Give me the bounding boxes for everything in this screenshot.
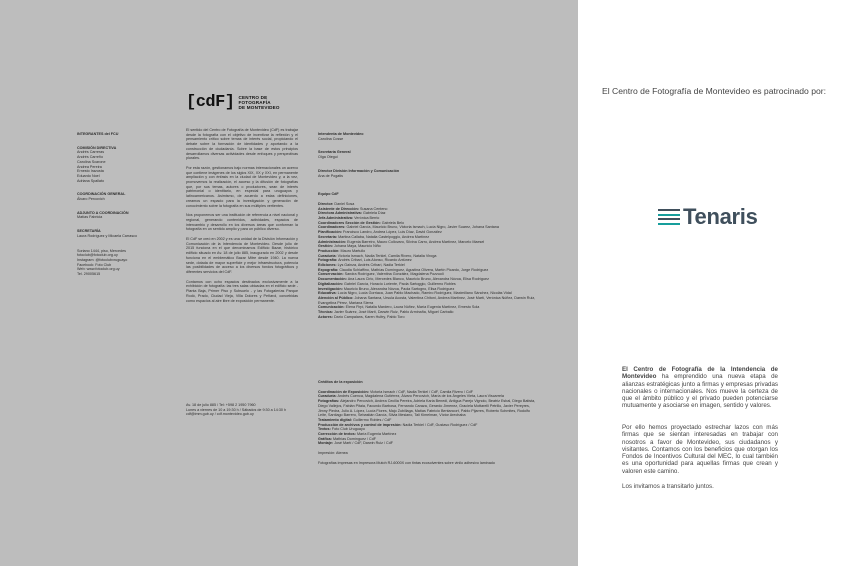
team-member: Fotografía: Andrés Cribari, Luis Alonso, Ricardo Antúnez [318, 258, 412, 263]
closing-line: Los invitamos a transitarlo juntos. [622, 483, 714, 490]
logo-line: DE MONTEVIDEO [238, 105, 280, 111]
team-member: Coordinadores: Gabriel García, Mauricio Bruno, Victoria Ismach, Lucía Nigro, Javier Suarez, Johana Santana [318, 225, 499, 230]
fcu-address [77, 249, 169, 277]
member: Andrea Pereira [77, 164, 102, 169]
partnership-lead: El Centro de Fotografía de la Intendencia de Montevideo [622, 366, 778, 381]
secretaria-heading: SECRETARÍA [77, 229, 101, 234]
team-member: Curaduría: Victoria Ismach, Nadia Terkiel, Camila Rivero, Natalia Viroga [318, 253, 437, 258]
team-member: Gestión: Johana Maya, Mauricio Niño [318, 244, 381, 249]
credits-list [318, 390, 538, 446]
team-member: Asistente de Dirección: Susana Centeno [318, 206, 388, 211]
team-member: Secretaría: Martina Callaba, Natalia Castelpoggio, Andrea Martínez [318, 234, 430, 239]
cdf-contact [186, 403, 298, 417]
member: Ernesto Irazusta [77, 169, 104, 174]
comision-heading: COMISIÓN DIRECTIVA [77, 145, 117, 150]
credit-line: Corrección de textos: María Eugenia Martínez [318, 432, 397, 437]
secretaria-name: Laura Rodríguez y Micaela Carrasco [77, 233, 138, 238]
team-member: Producción: Mauro Martullo [318, 248, 366, 253]
address-line: Tel. 29005615 [77, 272, 101, 277]
address-line: Facebook: Foto Club [77, 262, 112, 267]
credit-line: Gráfica: Mathías Domínguez / CdF [318, 436, 377, 441]
partnership-rest: ha emprendido una nueva etapa de alianzas estratégicas junto a firmas y empresas privadas nacionales o internacionales. Nos mueve la certeza de que el ámbito público y el privado pueden potenciarse mutuamente y asociarse en imagen, sentido y valores. [622, 373, 778, 410]
sponsor-title: El Centro de Fotografía de Montevideo es patrocinado por: [601, 86, 827, 96]
invitation-paragraph: Por ello hemos proyectado estrechar lazos con más firmas que se sientan interesadas en trabajar con nosotros a favor de Montevideo, sus ciudadanos y visitantes. Contamos con los beneficios que otorgan los Fondos de Incentivos Cultural del MEC, lo cual también es una oportunidad para aquellas firmas que crean y valoren este camino. [622, 424, 778, 475]
team-member: Investigación: Mauricio Bruno, Alexandra Nóvoa, Paola Sartogno, Elisa Rodríguez [318, 286, 455, 291]
paragraph: El CdF se creó en 2002 y es una unidad de la División Información y Comunicación de la Intendencia de Montevideo. Desde julio de 2015 funciona en el que denominamos Edificio Bazar, histórico edificio situado en Av. 18 de julio 885, inaugurado en 2002 y desde funciona en el emblemático Bazar Mitre desde 1940. La nueva sede, dotada de mayor superficie y mejor infraestructura, potencia las posibilidades de acceso a los diversos fondos fotográficos y diferentes servicios del CdF. [186, 237, 298, 274]
printing-note: Fotografías impresas en Impresora Mutoh RJ-6000X con tintas ecosolventes sobre vinilo adhesivo laminado [318, 460, 495, 465]
team-member: Planificación: Francisco Landro, Andrea López, Luis Díaz, David González [318, 230, 442, 235]
credit-line: Curaduría: Andrés Cuenca, Magdalena Gutiérrez, Álvaro Percovich, María de los Ángeles Vieta, Laura Viscarrela [318, 394, 504, 399]
role-name: Olga Otegui [318, 155, 338, 160]
credits-block [318, 376, 538, 466]
role-name: Ana de Pogatis [318, 173, 344, 178]
team-member: Documentación: Ana Laura Cirio, Mercedes Blanco, Mauricio Bruno, Alexandra Nóvoa, Elisa Rodríguez [318, 277, 489, 282]
member: Carolina Scarone [77, 159, 106, 164]
team-member: Técnica: Javier Suárez, José Martí, Darwin Ruiz, Pablo Arminaña, Miguel Carballo [318, 310, 454, 315]
paragraph: Contamos con ocho espacios destinados exclusivamente a la exhibición de fotografía: las tres salas ubicadas en el edificio sede - Planta Baja, Primer Piso y Subsuelo - y las Fotogalerías Parque Rodó, Prado, Ciudad Vieja, Villa Dolores y Peñarol, concebidas como espacios al aire libre de exposición permanente. [186, 279, 298, 303]
logo-line: FOTOGRAFÍA [238, 99, 271, 105]
tenaris-wordmark: Tenaris [683, 204, 758, 229]
credit-line: Tratamiento digital: Guillermo Robles / CdF [318, 417, 392, 422]
contact-line: Av. 18 de julio 885 / Tel: +598 2 1950 7960 [186, 403, 256, 407]
integrantes-heading: INTEGRANTES del FCU [77, 132, 119, 136]
paragraph: El sentido del Centro de Fotografía de Montevideo (CdF) es trabajar desde la fotografía con el objetivo de incentivar la reflexión y el pensamiento crítico sobre temas de interés social, propiciando el debate sobre la formación de identidades y aportando a la construcción de ciudadanía. Sobre la base de estos principios desarrollamos diversas actividades desde enfoques y perspectivas plurales. [186, 128, 298, 161]
credit-line: Textos: Foto Club Uruguayo [318, 427, 365, 432]
paragraph: Por esta razón, gestionamos bajo normas internacionales un acervo que contiene imágenes de los siglos XIX, XX y XXI, en permanente ampliación y con énfasis en la ciudad de Montevideo y, a la vez, promovemos la realización, el acceso y la difusión de fotografías que, por sus temas, autores o productores, sean de interés patrimonial o identitario, en especial para uruguayos y latinoamericanos. Asimismo, de acuerdo a estas definiciones, creamos un espacio para la investigación y generación de conocimiento sobre la fotografía en sus múltiples vertientes. [186, 165, 298, 208]
role-heading: Intendenta de Montevideo [318, 132, 364, 136]
tenaris-logo [658, 204, 758, 230]
team-member: Actores: Darío Campalans, Karen Hultry, Pablo Toro [318, 314, 405, 319]
cdf-logo-text [239, 95, 280, 111]
team-member: Administración: Eugenia Barreiro, Mauro Collovaro, Silvina Carro, Andrea Martínez, Marcelo Maesel [318, 239, 485, 244]
role-heading: Secretaría General [318, 150, 351, 155]
partnership-paragraph [622, 366, 778, 410]
member: Andrés Carreño [77, 155, 104, 160]
team-member: Atención al Público: Johana Santana, Ursula Acosta, Valentina Chitoni, Andrea Martínez, José Martí, Verónica Núñez, Darwin Ruiz, Evangelina Pérez, Mariana Sierra [318, 295, 536, 305]
logo-line: CENTRO DE [238, 94, 268, 100]
role-heading: Director División Información y Comunicación [318, 168, 400, 173]
credit-line: Producción de archivos y control de impresión: Nadia Terkiel / CdF, Gustavo Rodríguez / CdF [318, 422, 478, 427]
credit-line: Montaje: José Martí / CdF, Darwin Ruiz / CdF [318, 441, 394, 446]
member: Andrés Carreras [77, 150, 105, 155]
credits-heading: Créditos de la exposición [318, 380, 363, 384]
adjunto-heading: ADJUNTO A COORDINACIÓN [77, 210, 129, 215]
credit-line: Fotografías: Alejandro Percovich, Andrea Cecilia Pereira, Adriela Karia Benedi, Antigua Parejo Vignolo, Beatriz Esbal, Diego Batista, Diego Vallejos, Fabián Pitaia, Facundo Barbosa, Fernando Caraza, Gerardo Jimenez, Graciela Mottarelli Petrillo, Javier Pereyres, Jimny Piedra, Julio A. López, Lucía Flores, Majo Zubillaga, Matías Fabricio Bentancort, Pablo Pijarres, Roberto Schmites, Rodolfo Leite, Santiago Barrero, Sebastián García, Silvia Mesiano, Tali Kimelman, Víctor Arechaba [318, 399, 536, 418]
member: Adriana Spallato [77, 178, 105, 183]
address-line: Soriano 1444, piso, Mercedes [77, 248, 126, 253]
contact-line: cdf@imm.gub.uy / cdf.montevideo.gub.uy [186, 412, 254, 417]
team-member: Ediciones: Lys Gainza, Andrés Cribari, Nadia Terkiel [318, 263, 405, 268]
team-member: Digitalización: Gabriel García, Horacio Loriente, Paola Sartoggio, Guillermo Robles [318, 281, 456, 286]
right-page [578, 0, 850, 566]
address-line: Web: www.fotoclub.org.uy [77, 267, 120, 272]
printing-label: Impresión: Atenea [318, 451, 348, 456]
address-line: fotoclub@fotoclub.org.uy [77, 253, 118, 258]
cdf-logo [186, 93, 280, 112]
team-member: Director: Daniel Sosa [318, 201, 355, 206]
team-member: Comunicación: Elena Firpi, Natalia Mardero, Laura Núñez, María Eugenia Martínez, Ernesto Sola [318, 305, 480, 310]
member: Eduardo Noel [77, 173, 100, 178]
cdf-logo-mark: [cdF] [186, 93, 235, 112]
fcu-column [77, 128, 169, 277]
team-member: Directora Administrativa: Gabriela Díaz [318, 211, 386, 216]
role-name: Carolina Cosse [318, 136, 344, 141]
team-member: Jefa Administrativa: Verónica Berrio [318, 216, 380, 221]
team-member: Conservación: Sandra Rodríguez, Valentina González, Magdalena Pozzuoli [318, 272, 444, 277]
cdf-description [186, 128, 298, 308]
team-heading: Equipo CdF [318, 192, 339, 197]
authorities-column [318, 128, 538, 320]
address-line: Instagram: @fotoclubvruguayo [77, 257, 128, 262]
team-member: Expografía: Claudia Schiaffino, Mathías Domínguez, Agustina Olivera, Martín Picardo, Jorge Rodríguez [318, 267, 489, 272]
coord-name: Álvaro Percovich [77, 197, 105, 202]
team-list [318, 202, 538, 320]
team-member: Educativa: Lucía Nigro, Lucía Gorriaca, Juan Pablo Machado, Ramiro Rodríguez, Maximiliano Sánchez, Nicolás Vidal [318, 291, 512, 296]
credit-line: Coordinación de Exposición: Victoria Ismach / CdF, Nadia Terkiel / CdF, Camila Rivero / CdF [318, 389, 473, 394]
coord-heading: COORDINACIÓN GENERAL [77, 192, 126, 197]
adjunto-name: Matías Fabricia [77, 215, 103, 220]
comision-list [77, 150, 169, 183]
tenaris-stripes-icon [658, 209, 680, 225]
team-member: Coordinadores Sección de Gestión: Gabriela Belo [318, 220, 405, 225]
paragraph: Nos proponemos ser una institución de referencia a nivel nacional y regional, generando contenidos, actividades, espacios de intercambio y desarrollo en los diversos áreas que conforman la fotografía en un sentido amplio y para un público diverso. [186, 213, 298, 232]
contact-line: Lunes a viernes de 10 a 19:30 h / Sábados de 9:30 a 14:30 h [186, 407, 287, 412]
